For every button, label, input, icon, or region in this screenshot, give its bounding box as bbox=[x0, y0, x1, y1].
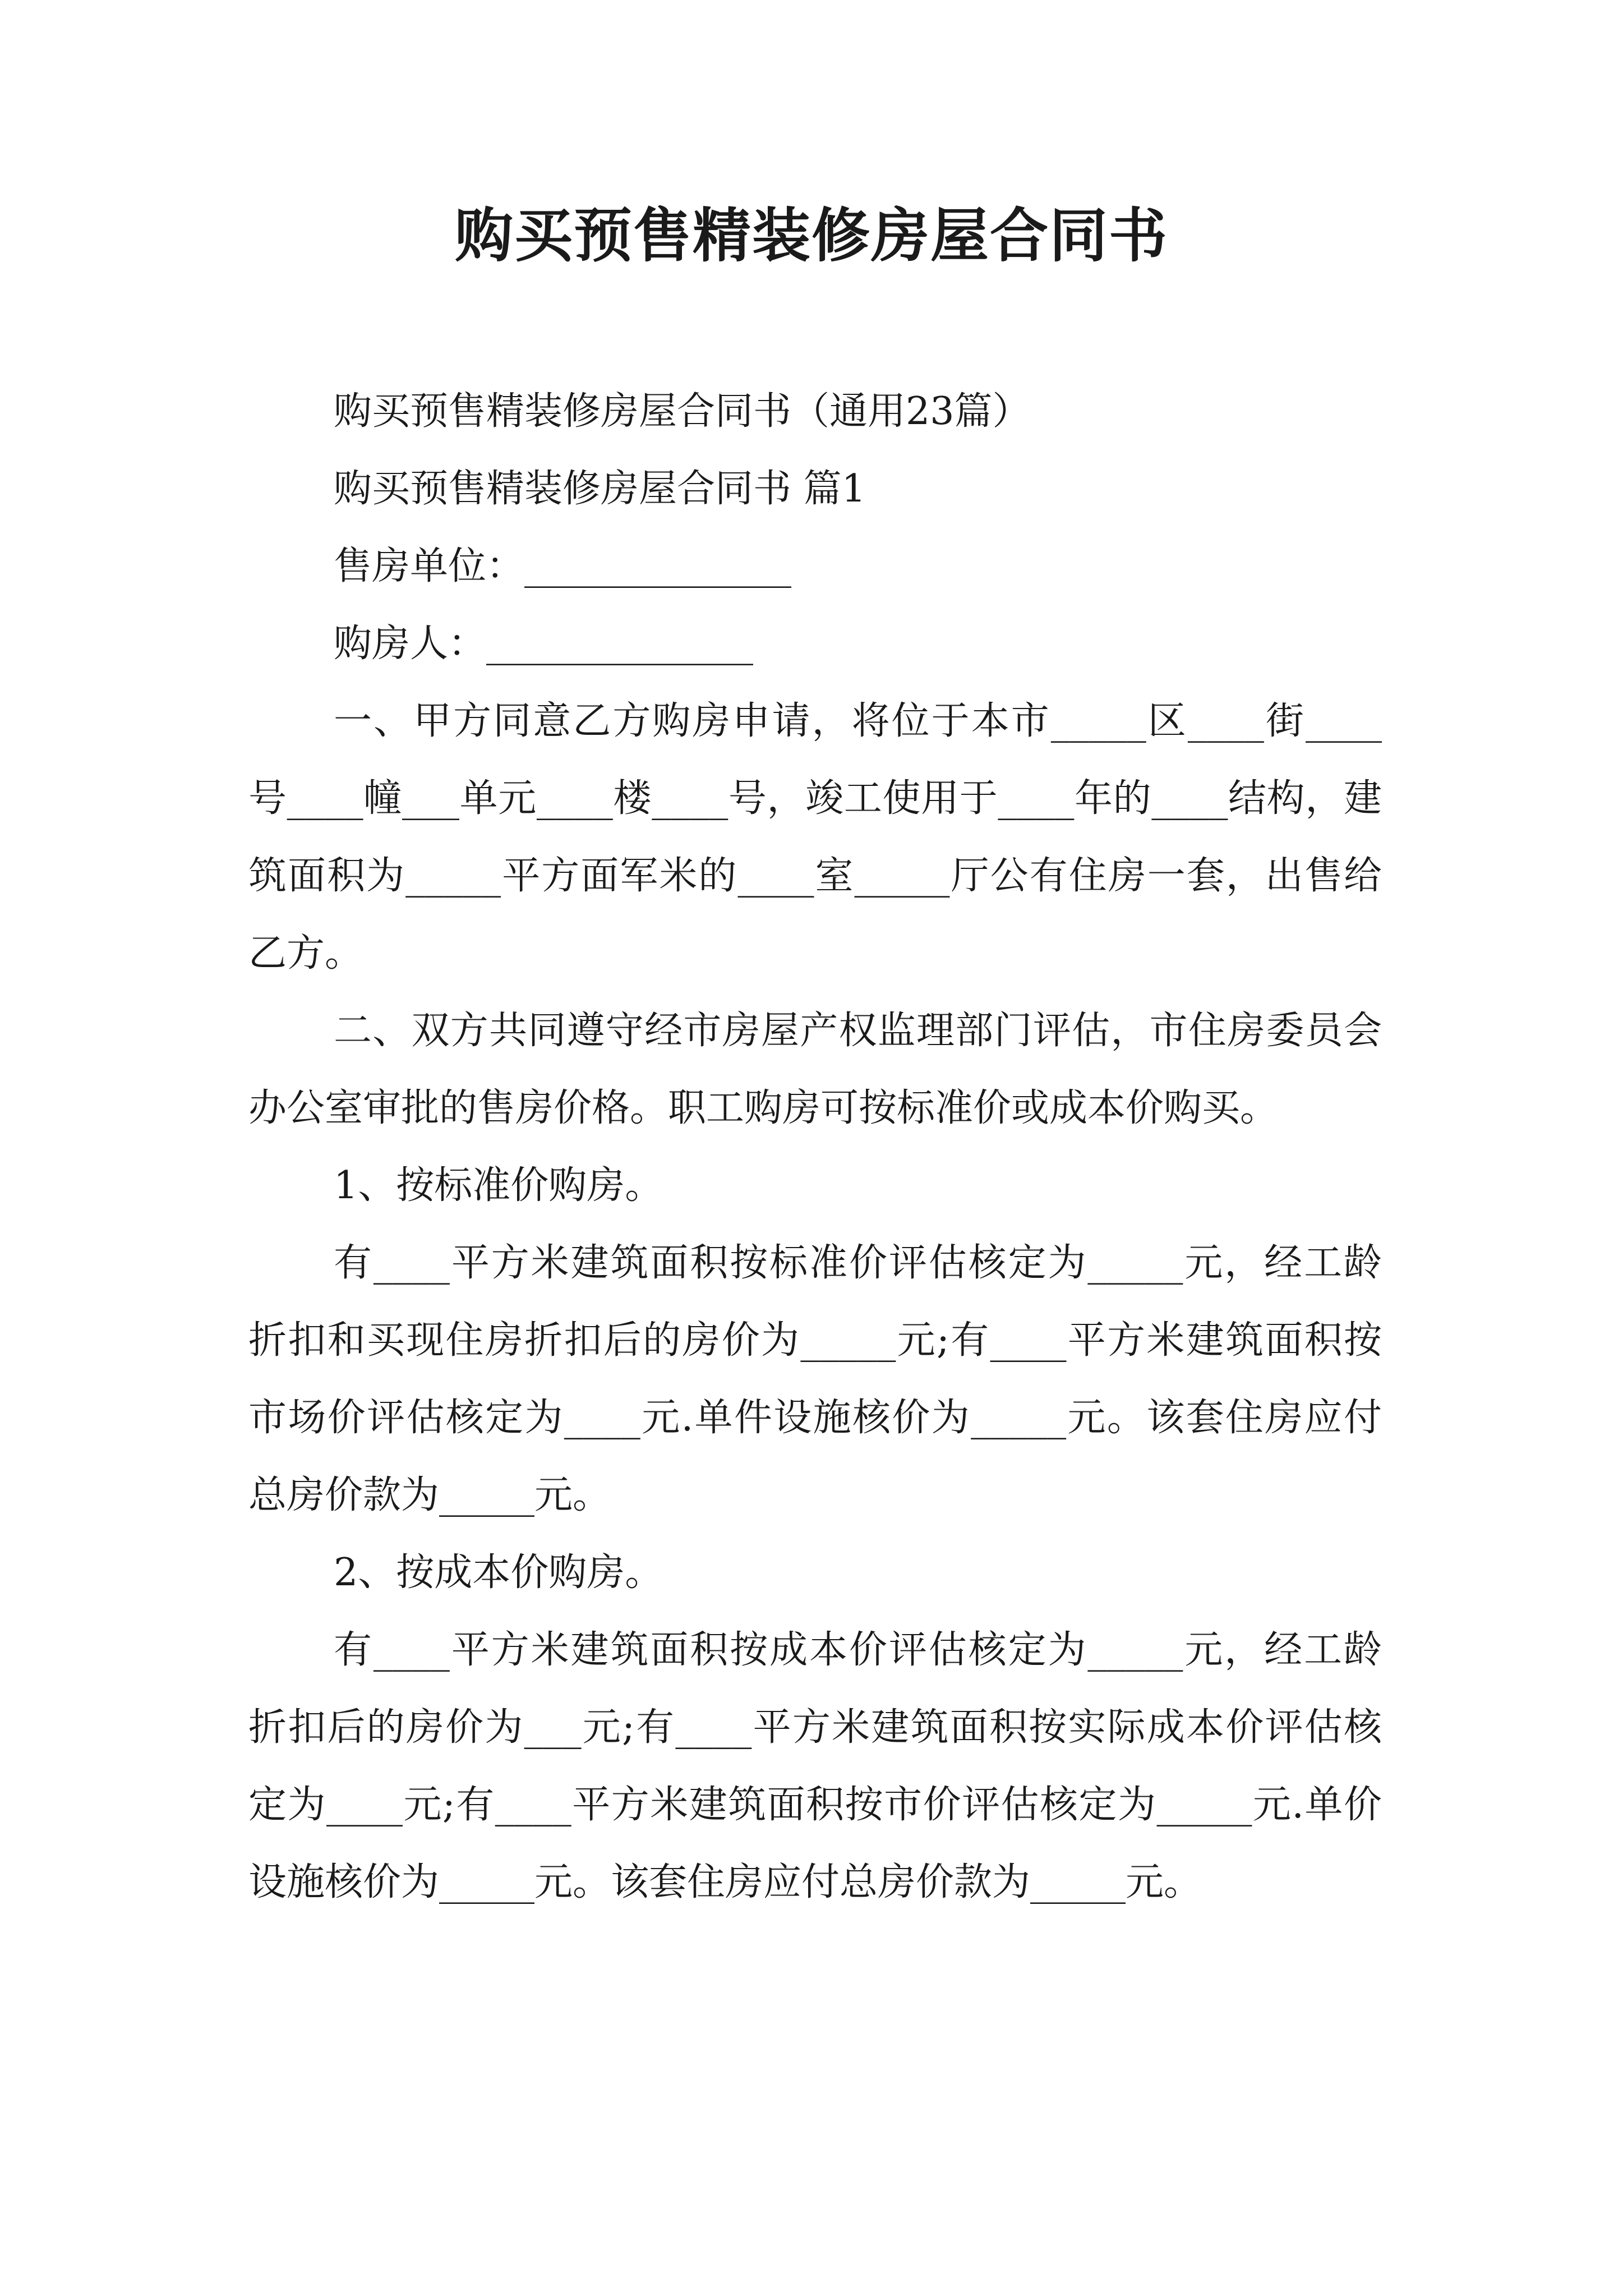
subclause-cost-price: 有____平方米建筑面积按成本价评估核定为_____元，经工龄折扣后的房价为___元;有____平方米建筑面积按实际成本价评估核定为____元;有____平方米建筑面积按市价评估核定为_____元.单价设施核价为_____元。该套住房应付总房价款为_____元。 bbox=[248, 1628, 1382, 1904]
buyer-line: 购房人：______________ bbox=[334, 622, 754, 666]
document-body bbox=[248, 373, 1382, 1921]
section-heading: 购买预售精装修房屋合同书 篇1 bbox=[334, 467, 866, 511]
subclause-standard-price: 有____平方米建筑面积按标准价评估核定为_____元，经工龄折扣和买现住房折扣后的房价为_____元;有____平方米建筑面积按市场价评估核定为____元.单件设施核价为_____元。该套住房应付总房价款为_____元。 bbox=[248, 1241, 1382, 1517]
subtitle-line: 购买预售精装修房屋合同书（通用23篇） bbox=[334, 389, 1031, 434]
seller-line: 售房单位：______________ bbox=[334, 544, 792, 588]
subclause-heading-cost-price: 2、按成本价购房。 bbox=[334, 1550, 663, 1595]
clause-two: 二、双方共同遵守经市房屋产权监理部门评估，市住房委员会办公室审批的售房价格。职工购房可按标准价或成本价购买。 bbox=[248, 1009, 1382, 1130]
document-title: 购买预售精装修房屋合同书 bbox=[454, 201, 1168, 270]
subclause-heading-standard-price: 1、按标准价购房。 bbox=[334, 1163, 663, 1208]
clause-one: 一、甲方同意乙方购房申请，将位于本市_____区____街____号____幢___单元____楼____号，竣工使用于____年的____结构，建筑面积为_____平方面军米的____室_____厅公有住房一套，出售给乙方。 bbox=[248, 699, 1382, 976]
